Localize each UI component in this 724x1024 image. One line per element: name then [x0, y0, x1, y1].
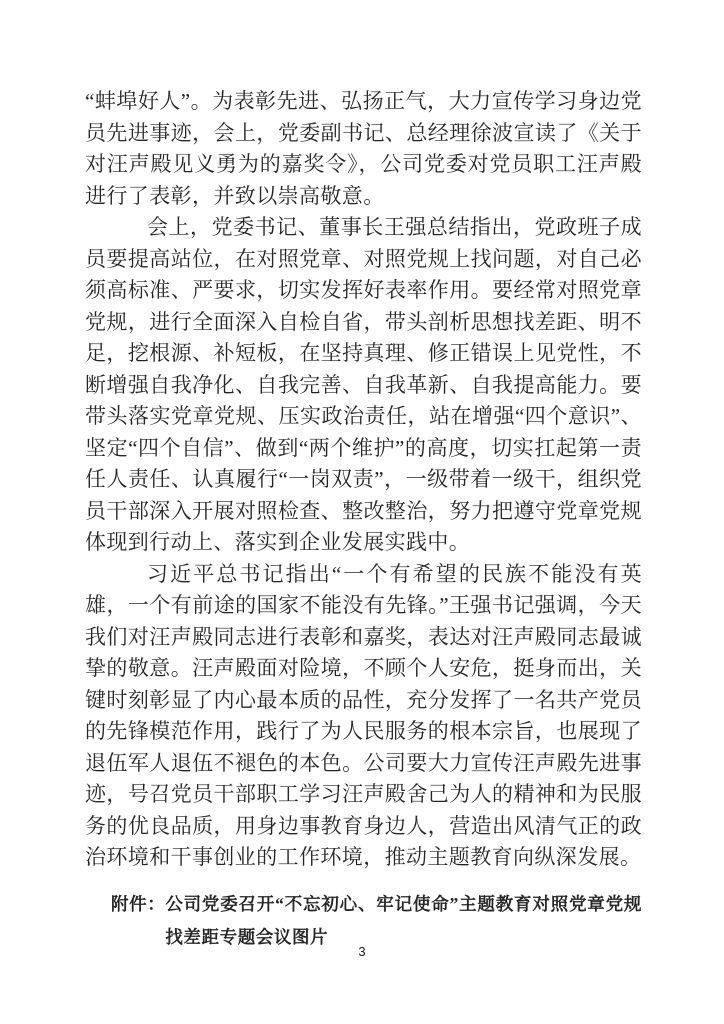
attachment-title: 公司党委召开“不忘初心、牢记使命”主题教育对照党章党规找差距专题会议图片 — [165, 893, 642, 947]
document-body — [85, 86, 642, 954]
page-number: 3 — [358, 944, 366, 959]
attachment-label: 附件： — [111, 893, 166, 914]
paragraph-commendation: 习近平总书记指出“一个有希望的民族不能没有英雄，一个有前途的国家不能没有先锋。”王强书记强调，今天我们对汪声殿同志进行表彰和嘉奖，表达对汪声殿同志最诚挚的敬意。汪声殿面对险境，不顾个人安危，挺身而出，关键时刻彰显了内心最本质的品性，充分发挥了一名共产党员的先锋模范作用，践行了为人民服务的根本宗旨，也展现了退伍军人退伍不褪色的本色。公司要大力宣传汪声殿先进事迹，号召党员干部职工学习汪声殿舍己为人的精神和为民服务的优良品质，用身边事教育身边人，营造出风清气正的政治环境和干事创业的工作环境，推动主题教育向纵深发展。 — [85, 561, 642, 869]
paragraph-continuation: “蚌埠好人”。为表彰先进、弘扬正气，大力宣传学习身边党员先进事迹，会上，党委副书记、总经理徐波宣读了《关于对汪声殿见义勇为的嘉奖令》，公司党委对党员职工汪声殿进行了表彰，并致以崇高敬意。 — [85, 89, 642, 208]
paragraph-summary-remarks: 会上，党委书记、董事长王强总结指出，党政班子成员要提高站位，在对照党章、对照党规上找问题，对自己必须高标准、严要求，切实发挥好表率作用。要经常对照党章党规，进行全面深入自检自省，带头剖析思想找差距、明不足，挖根源、补短板，在坚持真理、修正错误上见党性，不断增强自我净化、自我完善、自我革新、自我提高能力。要带头落实党章党规、压实政治责任，站在增强“四个意识”、坚定“四个自信”、做到“两个维护”的高度，切实扛起第一责任人责任、认真履行“一岗双责”，一级带着一级干，组织党员干部深入开展对照检查、整改整治，努力把遵守党章党规体现到行动上、落实到企业发展实践中。 — [85, 215, 642, 554]
